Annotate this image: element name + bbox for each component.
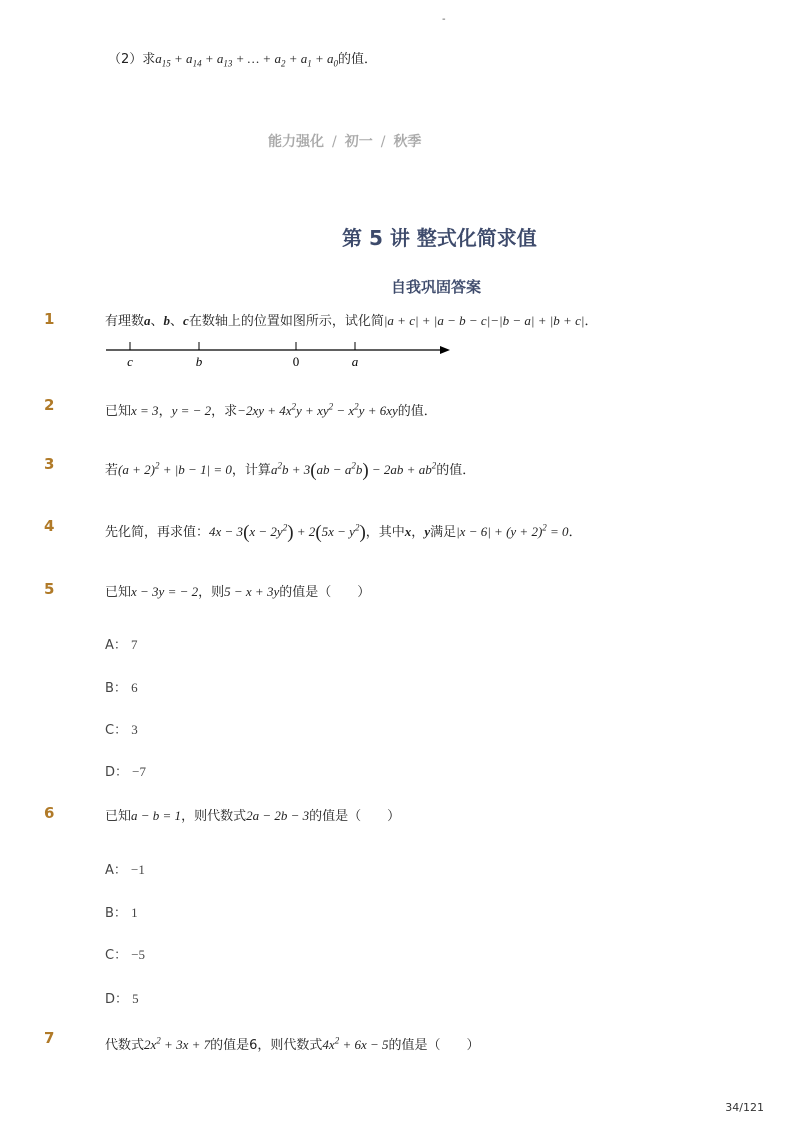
option-b[interactable] <box>105 677 138 696</box>
math-inline: $2x^2 + 3x + 7$ <box>144 1035 211 1052</box>
math-inline: $4x^2 + 6x - 5$ <box>322 1035 389 1052</box>
option-c[interactable] <box>105 719 138 738</box>
question-lead: 已知 <box>105 585 132 600</box>
breadcrumb-part-2: 初一 <box>344 134 373 150</box>
math-inline: 5 − x + 3y <box>224 584 280 599</box>
question-number: 6 <box>44 804 55 822</box>
option-letter: B： <box>105 906 127 921</box>
math-inline: c <box>183 313 189 328</box>
question-lead: 已知 <box>105 809 132 824</box>
question-mid: ，则 <box>198 585 225 600</box>
prev-item-line <box>108 48 377 69</box>
math-inline: $|x - 6| + (y + 2)^2 = 0$ <box>456 522 569 539</box>
question-number: 5 <box>44 580 55 598</box>
question-end: 的值是（ ） <box>279 585 371 600</box>
section-title: 自我巩固答案 <box>391 278 482 296</box>
option-a[interactable] <box>105 859 145 878</box>
option-letter: D： <box>105 765 129 780</box>
option-b[interactable] <box>105 902 138 921</box>
math-expression: $-2xy + 4x^2y + xy^2 - x^2y + 6xy$ <box>237 401 398 418</box>
number-line-arrow <box>440 346 450 354</box>
header-mark: - <box>442 14 446 25</box>
math-inline: 2a − 2b − 3 <box>246 808 310 823</box>
number-line-label-0: 0 <box>292 354 300 369</box>
option-a[interactable] <box>105 634 138 653</box>
lesson-title: 第 5 讲 整式化简求值 <box>342 226 537 250</box>
math-inline: a <box>144 313 151 328</box>
option-value: 3 <box>131 722 138 737</box>
question-number: 3 <box>44 455 55 473</box>
option-value: 7 <box>131 637 138 652</box>
option-value: −1 <box>131 862 145 877</box>
question-lead: 若 <box>105 463 119 478</box>
option-letter: C： <box>105 948 128 963</box>
number-line <box>100 338 460 372</box>
question-1-text: 有理数a、b、c在数轴上的位置如图所示，试化简|a + c| + |a − b − c|−|b − a| + |b + c|． <box>105 313 598 329</box>
math-inline: x − 3y = − 2 <box>131 584 199 599</box>
option-letter: B： <box>105 681 127 696</box>
question-end: ． <box>584 314 598 329</box>
question-mid: 的值是6，则代数式 <box>210 1038 323 1053</box>
math-inline: a − b = 1 <box>131 808 182 823</box>
breadcrumb-separator: / <box>332 134 337 150</box>
option-d[interactable] <box>105 988 139 1007</box>
question-number: 7 <box>44 1029 55 1047</box>
number-line-label-b: b <box>195 354 203 369</box>
breadcrumb <box>268 131 421 151</box>
option-letter: A： <box>105 863 127 878</box>
option-value: 1 <box>131 905 138 920</box>
option-letter: A： <box>105 638 127 653</box>
option-value: 6 <box>131 680 138 695</box>
option-value: −7 <box>132 764 146 779</box>
option-d[interactable] <box>105 761 146 780</box>
question-mid: 在数轴上的位置如图所示，试化简 <box>188 314 384 329</box>
question-mid: 满足 <box>430 525 457 540</box>
breadcrumb-separator: / <box>380 134 386 150</box>
number-line-label-a: a <box>351 354 359 369</box>
question-6-text <box>105 805 400 824</box>
page-number: 34/121 <box>725 1101 764 1114</box>
option-value: −5 <box>131 947 146 962</box>
question-number: 2 <box>44 396 55 414</box>
question-end: 的值是（ ） <box>388 1038 480 1053</box>
breadcrumb-part-1: 能力强化 <box>268 134 324 150</box>
math-inline: b <box>163 313 171 328</box>
question-mid: ，则代数式 <box>181 809 247 824</box>
question-lead: 先化简，再求值： <box>105 525 210 540</box>
question-end: 的值是（ ） <box>309 809 401 824</box>
question-mid: ，计算 <box>231 463 271 478</box>
question-mid: ，其中 <box>365 525 405 540</box>
math-expression: $4x - 3(x - 2y^2) + 2(5x - y^2)$ <box>209 522 366 543</box>
prev-item-expression: $a_{15} + a_{14} + a_{13}$ + … + $a_2 + a_1 + a_0$ <box>155 51 339 69</box>
question-2-text <box>105 400 437 419</box>
question-lead: 已知 <box>105 404 132 419</box>
question-number: 1 <box>44 310 55 328</box>
math-inline: x = 3 <box>131 403 159 418</box>
question-mid: ， <box>158 404 172 419</box>
math-inline: y = − 2 <box>171 403 212 418</box>
math-expression: |a + c| + |a − b − c|−|b − a| + |b + c| <box>383 313 585 328</box>
question-lead: 代数式 <box>105 1038 145 1053</box>
question-lead: 有理数 <box>105 314 145 329</box>
question-end: ． <box>568 525 582 540</box>
option-letter: C： <box>105 723 128 738</box>
question-end: 的值． <box>397 404 437 419</box>
option-letter: D： <box>105 992 129 1007</box>
math-inline: x <box>404 524 412 539</box>
math-expression: $a^2b + 3(ab - a^2b) - 2ab + ab^2$ <box>270 460 437 481</box>
question-mid: ，求 <box>211 404 238 419</box>
question-number: 4 <box>44 517 55 535</box>
question-end: 的值． <box>436 463 476 478</box>
option-c[interactable] <box>105 944 145 963</box>
prev-item-prefix: （2）求 <box>108 52 156 67</box>
question-3-text <box>105 459 475 482</box>
breadcrumb-part-3: 秋季 <box>393 134 422 150</box>
option-value: 5 <box>132 991 139 1006</box>
number-line-label-c: c <box>127 354 133 369</box>
question-7-text <box>105 1034 480 1053</box>
prev-item-suffix: 的值． <box>338 52 378 67</box>
math-inline: y <box>424 524 431 539</box>
question-5-text <box>105 581 370 600</box>
question-4-text: 先化简，再求值：$4x - 3(x - 2y^2) + 2(5x - y^2)$，其中x，y满足$|x - 6| + (y + 2)^2 = 0$． <box>105 522 582 543</box>
math-inline: $(a + 2)^2 + |b - 1| = 0$ <box>118 460 232 477</box>
